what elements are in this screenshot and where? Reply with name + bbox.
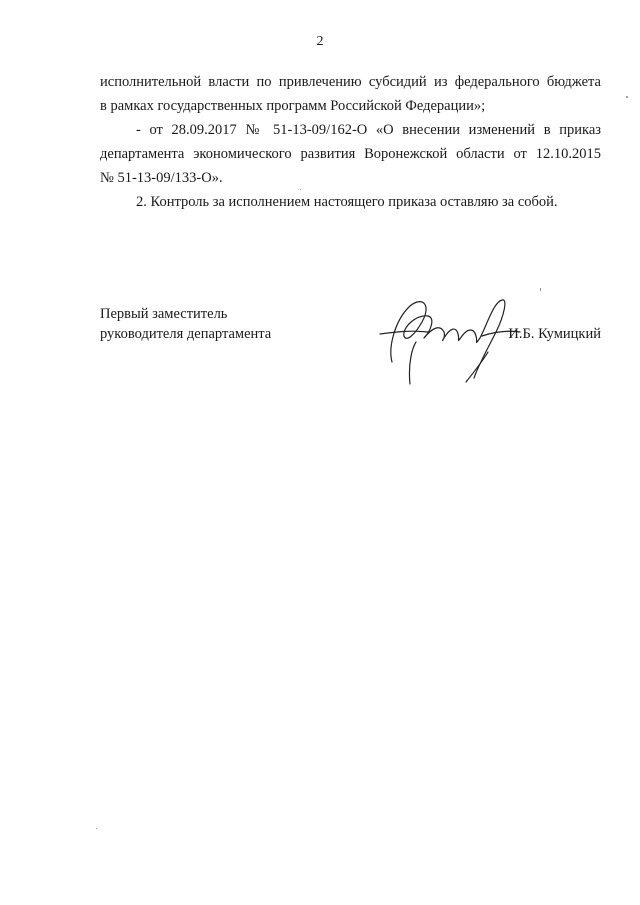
scan-speck bbox=[300, 189, 301, 190]
page-number: 2 bbox=[316, 34, 324, 49]
text-line: департамента экономического развития Воронежской области от 12.10.2015 bbox=[100, 146, 601, 162]
scan-speck bbox=[96, 828, 97, 829]
text-line: в рамках государственных программ Российской Федерации»; bbox=[100, 98, 486, 114]
text-line: № 51-13-09/133-О». bbox=[100, 170, 223, 186]
text-line: исполнительной власти по привлечению субсидий из федерального бюджета bbox=[100, 74, 601, 90]
scan-speck bbox=[626, 96, 628, 98]
signature-block bbox=[100, 304, 601, 394]
text-line: - от 28.09.2017 № 51-13-09/162-О «О внесении изменений в приказ bbox=[136, 122, 601, 138]
signatory-name: И.Б. Кумицкий bbox=[508, 326, 601, 342]
scan-speck bbox=[540, 288, 541, 291]
paragraph-control bbox=[100, 190, 601, 214]
signatory-title-line: руководителя департамента bbox=[100, 326, 272, 342]
paragraph-continuation bbox=[100, 70, 601, 118]
text-line: 2. Контроль за исполнением настоящего приказа оставляю за собой. bbox=[136, 194, 558, 210]
paragraph-list-item bbox=[100, 118, 601, 190]
signatory-title bbox=[100, 304, 271, 344]
signatory-title-line: Первый заместитель bbox=[100, 306, 228, 322]
